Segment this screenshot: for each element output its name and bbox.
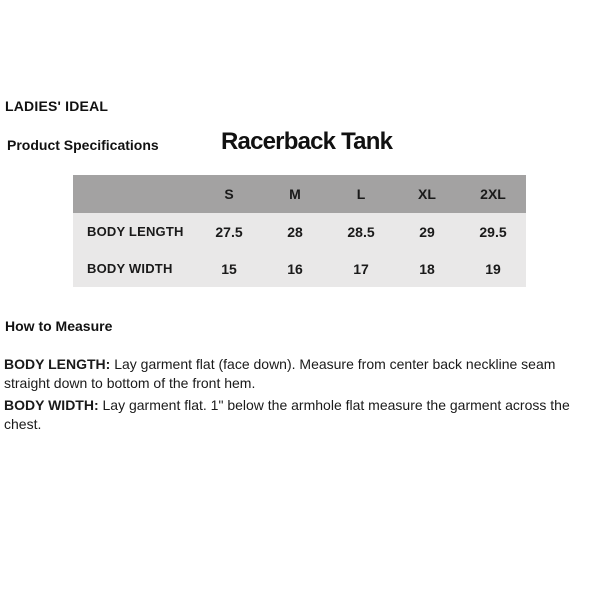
instruction-body-length [4,355,599,393]
cell-body-width-m: 16 [262,250,328,287]
instruction-text: Lay garment flat. 1" below the armhole flat measure the garment across the chest. [4,397,570,432]
cell-body-width-2xl: 19 [460,250,526,287]
cell-body-length-m: 28 [262,213,328,250]
how-to-measure-heading: How to Measure [5,318,113,334]
cell-body-length-s: 27.5 [196,213,262,250]
instruction-body-width [4,396,599,434]
cell-body-width-l: 17 [328,250,394,287]
instruction-label: BODY LENGTH: [4,356,111,372]
cell-body-length-xl: 29 [394,213,460,250]
brand-name: LADIES' IDEAL [5,98,109,114]
size-column-2xl: 2XL [460,175,526,213]
section-label: Product Specifications [7,137,159,153]
table-row-body-width [73,250,526,287]
cell-body-width-s: 15 [196,250,262,287]
product-title: Racerback Tank [221,128,393,155]
size-column-xl: XL [394,175,460,213]
cell-body-length-2xl: 29.5 [460,213,526,250]
cell-body-length-l: 28.5 [328,213,394,250]
instruction-label: BODY WIDTH: [4,397,99,413]
table-row-body-length [73,213,526,250]
table-header-row [73,175,526,213]
size-column-m: M [262,175,328,213]
row-label: BODY WIDTH [73,250,196,287]
size-column-l: L [328,175,394,213]
instruction-text: Lay garment flat (face down). Measure from center back neckline seam straight down to bottom of the front hem. [4,356,556,391]
size-column-s: S [196,175,262,213]
size-spec-table [73,175,526,287]
row-label: BODY LENGTH [73,213,196,250]
table-corner-cell [73,175,196,213]
cell-body-width-xl: 18 [394,250,460,287]
